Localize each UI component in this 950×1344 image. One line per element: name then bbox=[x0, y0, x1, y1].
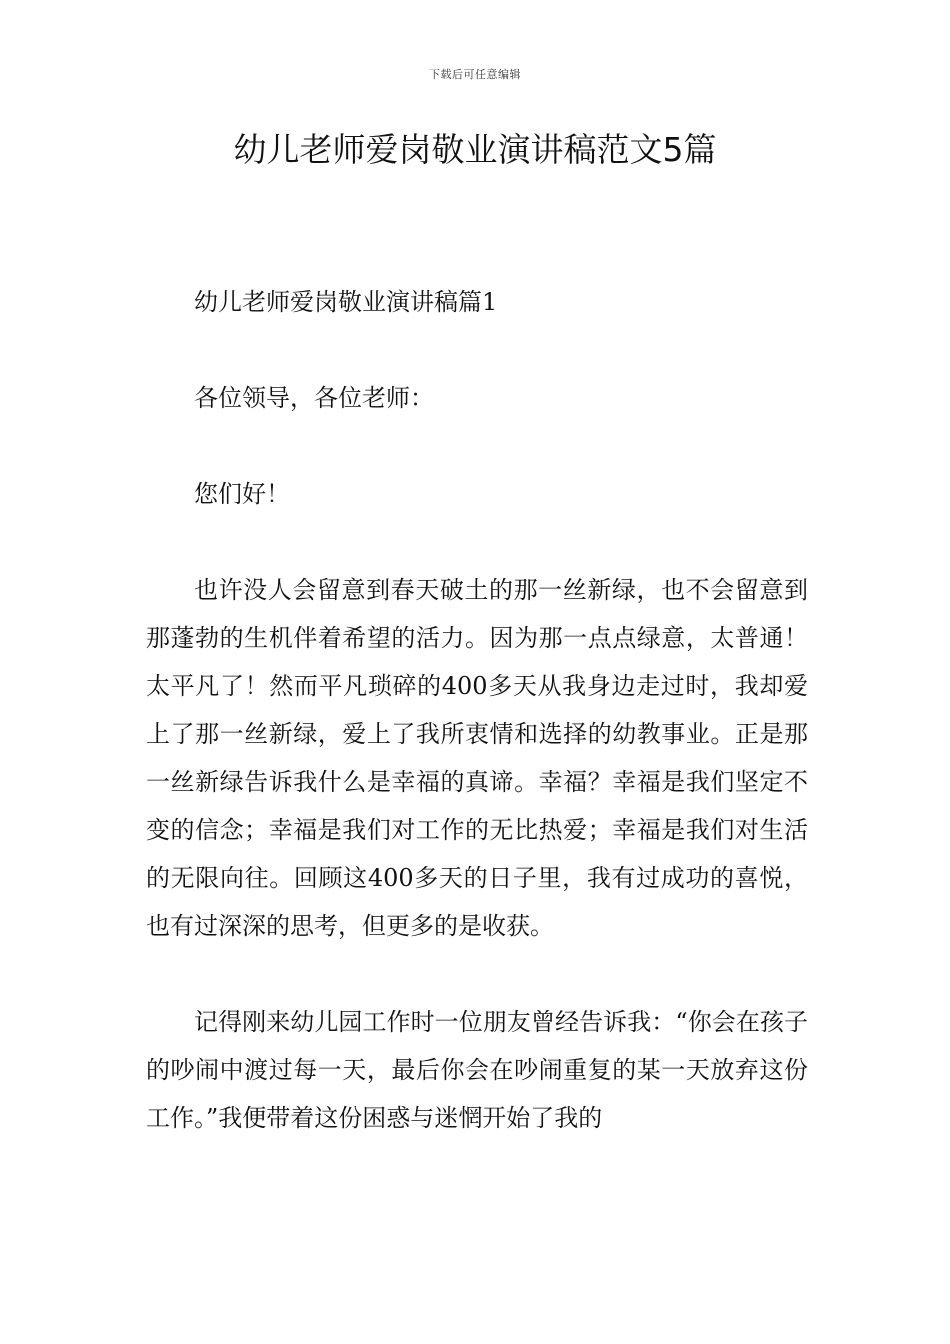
body-paragraph: 也许没人会留意到春天破土的那一丝新绿，也不会留意到那蓬勃的生机伴着希望的活力。因为那一点点绿意，太普通！太平凡了！然而平凡琐碎的400多天从我身边走过时，我却爱上了那一丝新绿，爱上了我所衷情和选择的幼教事业。正是那一丝新绿告诉我什么是幸福的真谛。幸福？幸福是我们坚定不变的信念；幸福是我们对工作的无比热爱；幸福是我们对生活的无限向往。回顾这400多天的日子里，我有过成功的喜悦，也有过深深的思考，但更多的是收获。 bbox=[146, 576, 808, 940]
document-title: 幼儿老师爱岗敬业演讲稿范文5篇 bbox=[233, 130, 717, 169]
header-note: 下载后可任意编辑 bbox=[429, 68, 521, 81]
greeting: 您们好！ bbox=[194, 480, 290, 508]
salutation: 各位领导，各位老师： bbox=[194, 384, 434, 412]
section-heading: 幼儿老师爱岗敬业演讲稿篇1 bbox=[194, 288, 498, 316]
document-body bbox=[146, 278, 808, 1142]
body-paragraph: 记得刚来幼儿园工作时一位朋友曾经告诉我：“你会在孩子的吵闹中渡过每一天，最后你会在吵闹重复的某一天放弃这份工作。”我便带着这份困惑与迷惘开始了我的 bbox=[146, 1008, 808, 1132]
